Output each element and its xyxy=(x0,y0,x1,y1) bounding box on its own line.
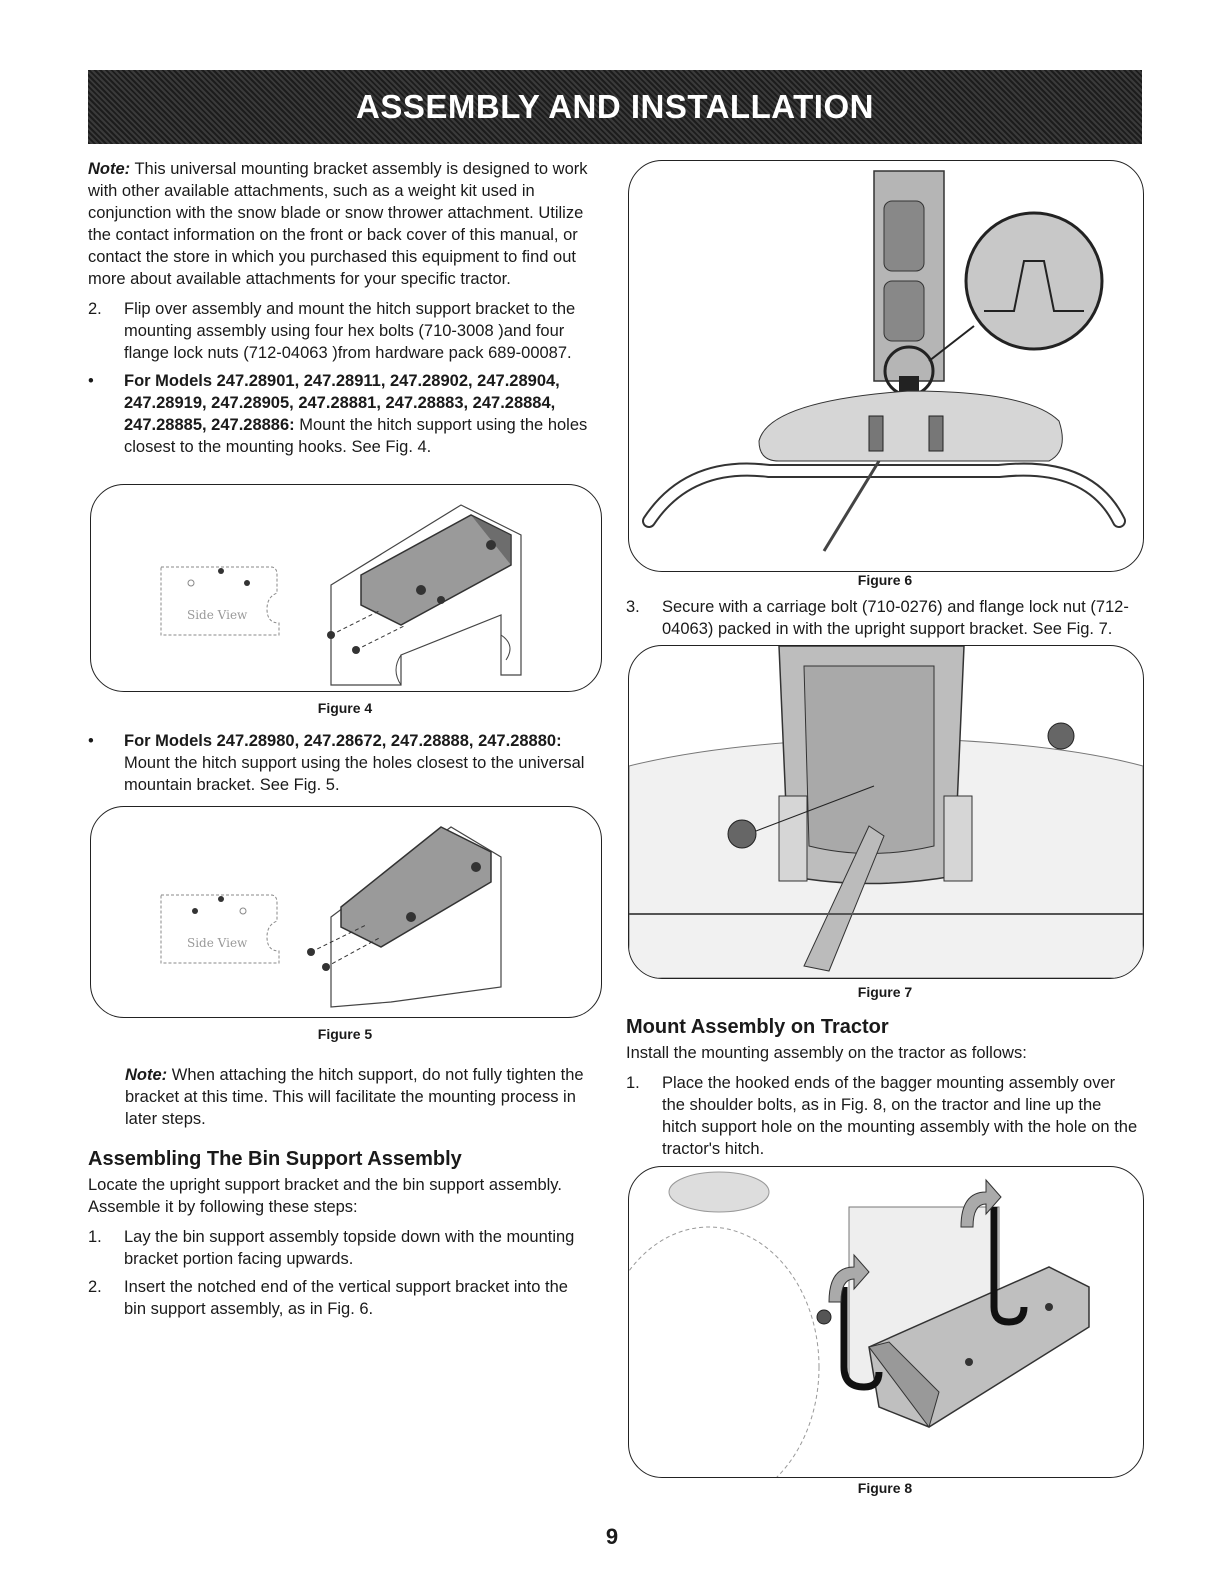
models-list: For Models 247.28901, 247.28911, 247.28902, 247.28904, 247.28919, 247.28905, 247.28881, 247.28883, 247.28884, 247.28885, 247.28886: xyxy=(124,372,560,434)
page-number: 9 xyxy=(605,1524,619,1549)
left-column-top xyxy=(88,158,593,464)
mount-assembly-section xyxy=(626,1016,1140,1166)
step-3-block xyxy=(626,596,1138,646)
figure-4-image xyxy=(90,484,602,692)
bullet-text: Mount the hitch support using the holes closest to the universal mountain bracket. See Fig. 5. xyxy=(124,754,585,794)
step-text: Insert the notched end of the vertical support bracket into the bin support assembly, as in Fig. 6. xyxy=(124,1278,568,1318)
step-text: Secure with a carriage bolt (710-0276) and flange lock nut (712-04063) packed in with the upright support bracket. See Fig. 7. xyxy=(662,598,1129,638)
figure-6-image xyxy=(628,160,1144,572)
step-text: Flip over assembly and mount the hitch support bracket to the mounting assembly using four hex bolts (710-3008 )and four flange lock nuts (712-04063 )from hardware pack 689-00087. xyxy=(124,300,576,362)
step-text: Place the hooked ends of the bagger mounting assembly over the shoulder bolts, as in Fig. 8, on the tractor and line up the hitch support hole on the mounting assembly with the hole on the tractor's hitch. xyxy=(662,1074,1138,1158)
figure-6-caption: Figure 6 xyxy=(857,572,913,588)
bullet-mark: • xyxy=(88,732,94,750)
bullet-text: Mount the hitch support using the holes closest to the mounting hooks. See Fig. 4. xyxy=(124,416,588,456)
side-view-label: Side View xyxy=(187,608,248,622)
note-label: Note: xyxy=(125,1066,168,1084)
section-heading: Assembling The Bin Support Assembly xyxy=(88,1148,462,1170)
figure-5-image xyxy=(90,806,602,1018)
step-number: 2. xyxy=(88,300,102,318)
section-intro: Install the mounting assembly on the tractor as follows: xyxy=(626,1044,1027,1062)
bin-step-2 xyxy=(88,1276,593,1320)
bullet-mark: • xyxy=(88,372,94,390)
step-number: 1. xyxy=(88,1228,102,1246)
figure-7-caption: Figure 7 xyxy=(857,984,913,1000)
note-2 xyxy=(125,1064,595,1138)
figure-8-caption: Figure 8 xyxy=(857,1480,913,1496)
step-text: Lay the bin support assembly topside down with the mounting bracket portion facing upwards. xyxy=(124,1228,575,1268)
left-column-mid xyxy=(88,730,593,802)
section-intro: Locate the upright support bracket and the bin support assembly. Assemble it by following these steps: xyxy=(88,1176,562,1216)
step-number: 3. xyxy=(626,598,640,616)
note-text: This universal mounting bracket assembly is designed to work with other available attachments, such as a weight kit used in conjunction with the snow blade or snow thrower attachment. Utilize the contact information on the front or back cover of this manual, or contact the store in which you purchased this equipment to find out more about available attachments for your specific tractor. xyxy=(88,160,588,288)
models-list: For Models 247.28980, 247.28672, 247.28888, 247.28880: xyxy=(124,732,562,750)
page-title: ASSEMBLY AND INSTALLATION xyxy=(356,88,874,125)
models-bullet-2 xyxy=(88,730,593,796)
section-heading: Mount Assembly on Tractor xyxy=(626,1016,889,1038)
step-2 xyxy=(88,298,593,364)
step-number: 2. xyxy=(88,1278,102,1296)
note-label: Note: xyxy=(88,160,131,178)
models-bullet-1 xyxy=(88,370,593,458)
side-view-label: Side View xyxy=(187,936,248,950)
mount-step-1 xyxy=(626,1072,1140,1160)
step-number: 1. xyxy=(626,1074,640,1092)
figure-8-image xyxy=(628,1166,1144,1478)
note-paragraph xyxy=(88,158,593,290)
step-3 xyxy=(626,596,1138,640)
figure-5-caption: Figure 5 xyxy=(317,1026,373,1042)
figure-7-image xyxy=(628,645,1144,979)
note-paragraph xyxy=(125,1064,595,1130)
figure-4-caption: Figure 4 xyxy=(317,700,373,716)
bin-step-1 xyxy=(88,1226,593,1270)
note-text: When attaching the hitch support, do not fully tighten the bracket at this time. This will facilitate the mounting process in later steps. xyxy=(125,1066,584,1128)
bin-support-section xyxy=(88,1148,593,1326)
section-banner xyxy=(88,70,1142,144)
